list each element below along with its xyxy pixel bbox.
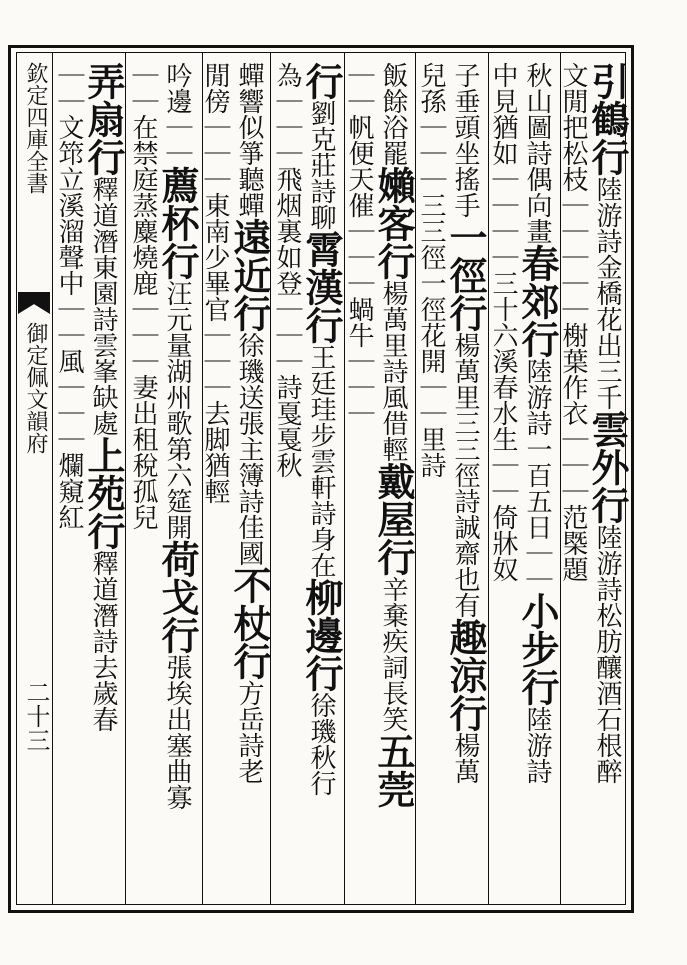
entry-text: ｜｜ bbox=[522, 540, 552, 592]
text-column bbox=[515, 62, 560, 784]
column-rule bbox=[270, 52, 271, 905]
entry-text: ｜｜｜ bbox=[488, 166, 518, 244]
entry-text: ｜｜｜ bbox=[272, 296, 302, 374]
text-column bbox=[227, 62, 272, 784]
entry-headword: 春郊行 bbox=[515, 244, 560, 358]
text-column bbox=[418, 62, 444, 478]
entry-text: 陸游詩 bbox=[522, 706, 552, 784]
entry-text: ｜｜｜ bbox=[54, 374, 84, 452]
entry-text: 徐璣送張主簿詩佳國 bbox=[234, 332, 264, 566]
entry-text: ｜｜｜ bbox=[558, 426, 588, 504]
text-column bbox=[443, 62, 488, 784]
entry-text: 王廷珪步雲軒詩身在 bbox=[306, 344, 336, 578]
entry-text: 風 bbox=[54, 348, 84, 374]
entry-headword: 戴屋行 bbox=[371, 462, 416, 576]
entry-headword: 不杖行 bbox=[227, 566, 272, 680]
entry-text: 楊萬 bbox=[450, 732, 480, 784]
book-title: 御定佩文韻府 bbox=[23, 322, 48, 454]
entry-text: 子垂頭坐搖手 bbox=[450, 62, 480, 218]
entry-text: 兒孫 bbox=[416, 62, 446, 114]
entry-text: ｜｜｜ bbox=[200, 322, 230, 400]
text-column bbox=[371, 62, 416, 808]
entry-text: ｜｜ bbox=[54, 62, 84, 114]
entry-text: 文筇立溪溜聲中 bbox=[54, 114, 84, 296]
entry-headword: 弄扇行 bbox=[81, 62, 126, 176]
entry-text: 榭葉作衣 bbox=[558, 322, 588, 426]
entry-text: ｜｜｜ bbox=[344, 218, 374, 296]
entry-text: ｜｜｜ bbox=[200, 114, 230, 192]
entry-text: 楊萬里詩風借輕 bbox=[378, 280, 408, 462]
entry-text: 閒傍 bbox=[200, 62, 230, 114]
entry-headword: 上苑行 bbox=[81, 436, 126, 550]
entry-headword: 荷戈行 bbox=[155, 540, 200, 654]
text-column bbox=[490, 62, 516, 582]
entry-text: 中見猶如 bbox=[488, 62, 518, 166]
entry-text: 詩戛戛秋 bbox=[272, 374, 302, 478]
entry-text: 飛烟裏如登 bbox=[272, 166, 302, 296]
entry-text: 帆便天催 bbox=[344, 114, 374, 218]
text-column bbox=[346, 62, 372, 426]
entry-text: 里詩 bbox=[416, 426, 446, 478]
entry-text: 方岳詩老 bbox=[234, 680, 264, 784]
text-column bbox=[585, 62, 630, 784]
entry-headword: 一徑行 bbox=[443, 218, 488, 332]
entry-text: 辛棄疾詞長笑 bbox=[378, 576, 408, 732]
text-column bbox=[202, 62, 228, 504]
entry-text: 東南少畢官 bbox=[200, 192, 230, 322]
entry-text: 三三徑一徑花開 bbox=[416, 192, 446, 374]
entry-text: 范㮣題 bbox=[558, 504, 588, 582]
entry-text: 陸游詩金橋花出三千 bbox=[592, 176, 622, 410]
entry-text: ｜｜｜｜｜ bbox=[558, 192, 588, 322]
page-margin bbox=[16, 52, 52, 905]
series-title: 欽定四庫全書 bbox=[23, 62, 48, 194]
entry-text: ｜｜ bbox=[344, 62, 374, 114]
entry-text: ｜三十六溪春水生 bbox=[488, 244, 518, 452]
entry-text: 劉克莊詩聊 bbox=[306, 100, 336, 230]
entry-text: ｜｜｜ bbox=[344, 348, 374, 426]
entry-text: 汪元量湖州歌第六筵開 bbox=[162, 280, 192, 540]
column-rule bbox=[52, 52, 53, 905]
text-column bbox=[274, 62, 300, 478]
text-column bbox=[130, 62, 156, 530]
entry-headword: 柳邊行 bbox=[299, 578, 344, 692]
entry-text: 楊萬里三三徑詩誠齋也有 bbox=[450, 332, 480, 618]
entry-text: ｜｜ bbox=[488, 452, 518, 504]
entry-text: ｜｜｜ bbox=[128, 296, 158, 374]
entry-text: 釋道潛東園詩雲峯缺處 bbox=[88, 176, 118, 436]
entry-text: 文閒把松枝 bbox=[558, 62, 588, 192]
entry-text: 秋山圖詩偶向畫 bbox=[522, 62, 552, 244]
entry-text: 張埃出塞曲寡 bbox=[162, 654, 192, 810]
page-number: 二十三 bbox=[22, 680, 50, 752]
entry-headword: 行 bbox=[299, 62, 344, 100]
text-column bbox=[81, 62, 126, 732]
entry-text: 陸游詩一百五日 bbox=[522, 358, 552, 540]
entry-text: ｜｜ bbox=[54, 296, 84, 348]
entry-headword: 嬾客行 bbox=[371, 166, 416, 280]
entry-text: ｜｜｜ bbox=[272, 88, 302, 166]
entry-text: 吟邊 bbox=[162, 62, 192, 114]
entry-text: ｜｜｜ bbox=[416, 114, 446, 192]
entry-headword: 趣涼行 bbox=[443, 618, 488, 732]
entry-text: 徐璣秋行 bbox=[306, 692, 336, 796]
text-column bbox=[155, 62, 200, 810]
entry-headword: 引鶴行 bbox=[585, 62, 630, 176]
entry-text: 妻出租稅孤兒 bbox=[128, 374, 158, 530]
entry-text: 在禁庭蒸麋燒鹿 bbox=[128, 114, 158, 296]
entry-text: 釋道潛詩去歲春 bbox=[88, 550, 118, 732]
entry-headword: 雲外行 bbox=[585, 410, 630, 524]
entry-text: ｜｜ bbox=[128, 62, 158, 114]
text-column bbox=[299, 62, 344, 796]
text-column bbox=[560, 62, 586, 582]
entry-headword: 小步行 bbox=[515, 592, 560, 706]
entry-text: 蟬響似箏聽蟬 bbox=[234, 62, 264, 218]
entry-text: 陸游詩松肪釀酒石根醉 bbox=[592, 524, 622, 784]
entry-headword: 霄漢行 bbox=[299, 230, 344, 344]
entry-text: ｜｜ bbox=[416, 374, 446, 426]
entry-headword: 五莞 bbox=[371, 732, 416, 808]
entry-text: 蝸牛 bbox=[344, 296, 374, 348]
entry-text: 倚牀奴 bbox=[488, 504, 518, 582]
entry-text: 去脚猶輕 bbox=[200, 400, 230, 504]
entry-text: 為 bbox=[272, 62, 302, 88]
text-column bbox=[56, 62, 82, 530]
entry-text: 飯餘浴罷 bbox=[378, 62, 408, 166]
entry-headword: 薦杯行 bbox=[155, 166, 200, 280]
entry-headword: 遠近行 bbox=[227, 218, 272, 332]
entry-text: ｜｜ bbox=[162, 114, 192, 166]
entry-text: 爛窺紅 bbox=[54, 452, 84, 530]
